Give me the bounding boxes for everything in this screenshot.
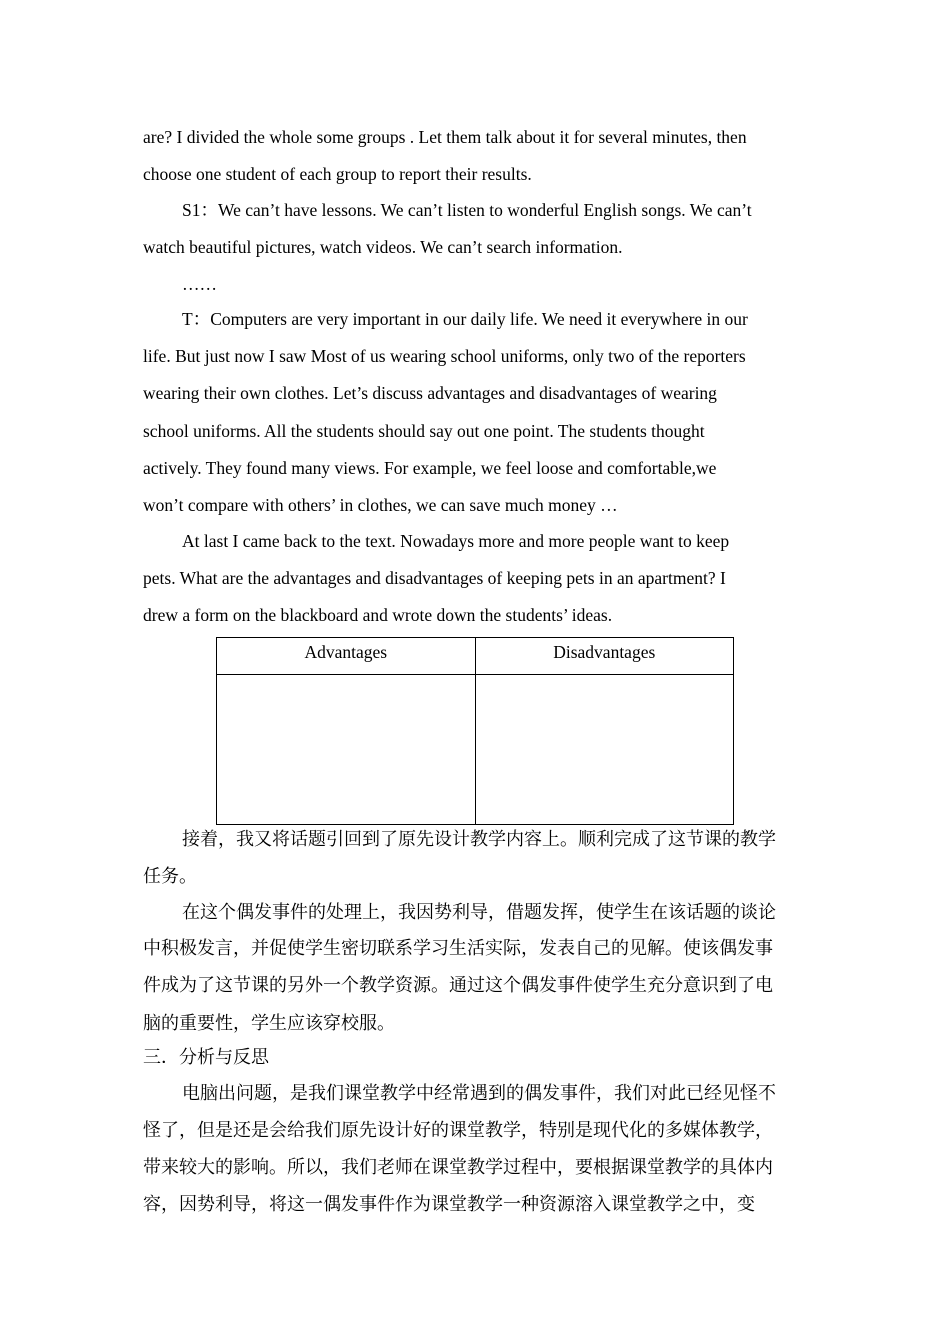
chinese-paragraph-line: 电脑出问题，是我们课堂教学中经常遇到的偶发事件，我们对此已经见怪不 [182,1083,776,1103]
advantages-disadvantages-table [216,637,734,825]
paragraph-line: watch beautiful pictures, watch videos. We can’t search information. [143,237,623,257]
paragraph-line: school uniforms. All the students should say out one point. The students thought [143,421,705,441]
table-header-advantages: Advantages [217,638,476,675]
chinese-paragraph-line: 怪了，但是还是会给我们原先设计好的课堂教学，特别是现代化的多媒体教学， [143,1120,773,1140]
paragraph-line: life. But just now I saw Most of us wearing school uniforms, only two of the reporters [143,346,746,366]
chinese-paragraph-line: 任务。 [143,866,197,886]
table-header-row [217,638,734,675]
dialogue-s1-line: S1：We can’t have lessons. We can’t listen to wonderful English songs. We can’t [182,200,752,220]
chinese-paragraph-line: 件成为了这节课的另外一个教学资源。通过这个偶发事件使学生充分意识到了电 [143,975,773,995]
section-heading: 三．分析与反思 [143,1047,269,1067]
paragraph-line: At last I came back to the text. Nowadays more and more people want to keep [182,531,730,551]
paragraph-line: wearing their own clothes. Let’s discuss advantages and disadvantages of wearing [143,383,717,403]
chinese-paragraph-line: 带来较大的影响。所以，我们老师在课堂教学过程中，要根据课堂教学的具体内 [143,1157,773,1177]
paragraph-line: won’t compare with others’ in clothes, we can save much money … [143,495,618,515]
ellipsis-line: …… [182,274,217,294]
table-cell-disadvantages [475,675,734,825]
table-header-disadvantages: Disadvantages [475,638,734,675]
table-row [217,675,734,825]
chinese-paragraph-line: 容，因势利导，将这一偶发事件作为课堂教学一种资源溶入课堂教学之中，变 [143,1194,755,1214]
table-cell-advantages [217,675,476,825]
chinese-paragraph-line: 在这个偶发事件的处理上，我因势利导，借题发挥，使学生在该话题的谈论 [182,902,776,922]
paragraph-line: choose one student of each group to report their results. [143,164,532,184]
chinese-paragraph-line: 中积极发言，并促使学生密切联系学习生活实际，发表自己的见解。使该偶发事 [143,938,773,958]
paragraph-line: are? I divided the whole some groups . Let them talk about it for several minutes, then [143,127,747,147]
paragraph-line: actively. They found many views. For example, we feel loose and comfortable,we [143,458,717,478]
chinese-paragraph-line: 脑的重要性，学生应该穿校服。 [143,1013,395,1033]
paragraph-line: pets. What are the advantages and disadvantages of keeping pets in an apartment? I [143,568,726,588]
dialogue-teacher-line: T：Computers are very important in our daily life. We need it everywhere in our [182,309,748,329]
paragraph-line: drew a form on the blackboard and wrote down the students’ ideas. [143,605,613,625]
chinese-paragraph-line: 接着，我又将话题引回到了原先设计教学内容上。顺利完成了这节课的教学 [182,829,776,849]
